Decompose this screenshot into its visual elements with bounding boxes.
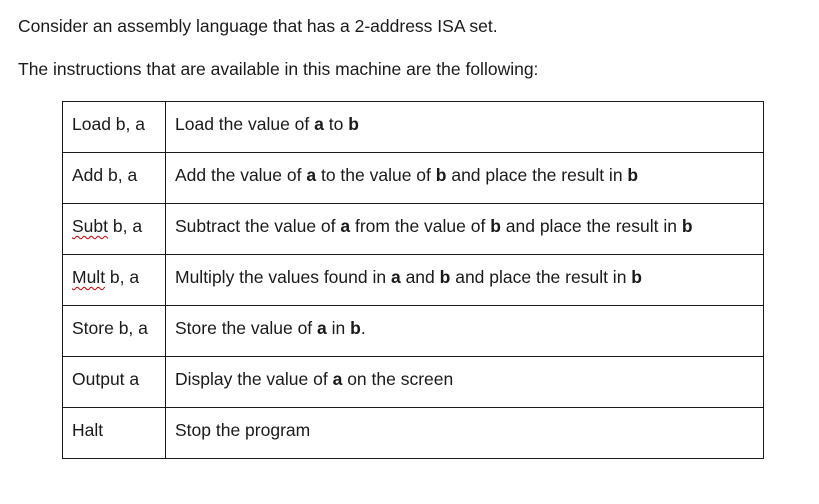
instruction-operands: b, a: [110, 114, 145, 134]
desc-part: Add the value of: [175, 165, 307, 185]
desc-part: .: [360, 318, 366, 338]
description-text: [175, 216, 693, 236]
desc-part: b: [681, 216, 693, 236]
desc-part: b: [348, 114, 359, 134]
description-text: [175, 114, 359, 134]
desc-part: and place the result in: [500, 216, 682, 236]
intro-line-1: Consider an assembly language that has a 2-address ISA set.: [18, 16, 498, 36]
desc-part: in: [326, 318, 351, 338]
description-cell: [166, 357, 764, 408]
instruction-operands: b, a: [103, 165, 138, 185]
table-row: [63, 357, 764, 408]
desc-part: on the screen: [342, 369, 454, 389]
table-row: [63, 255, 764, 306]
desc-part: b: [490, 216, 501, 236]
description-text: [175, 165, 638, 185]
description-cell: [166, 102, 764, 153]
instruction-mnemonic: Load: [72, 114, 111, 134]
desc-part: a: [306, 165, 317, 185]
instruction-cell: [63, 357, 166, 408]
desc-part: to the value of: [316, 165, 436, 185]
desc-part: and place the result in: [446, 165, 628, 185]
description-text: [175, 420, 310, 440]
intro-line-2: The instructions that are available in this machine are the following:: [18, 59, 539, 79]
desc-part: from the value of: [350, 216, 491, 236]
desc-part: Display the value of: [175, 369, 333, 389]
table-row: [63, 102, 764, 153]
instruction-cell: [63, 204, 166, 255]
instruction-mnemonic: Subt: [72, 216, 108, 236]
instruction-operands: a: [124, 369, 140, 389]
instruction-cell: [63, 102, 166, 153]
instruction-cell: [63, 306, 166, 357]
instruction-mnemonic: Add: [72, 165, 104, 185]
desc-part: Subtract the value of: [175, 216, 341, 236]
instruction-operands: b, a: [105, 267, 140, 287]
instruction-table: [62, 101, 764, 459]
table-row: [63, 408, 764, 459]
desc-part: b: [439, 267, 451, 287]
description-text: [175, 369, 453, 389]
desc-part: to: [323, 114, 349, 134]
desc-part: and place the result in: [450, 267, 632, 287]
desc-part: a: [317, 318, 327, 338]
description-cell: [166, 153, 764, 204]
description-cell: [166, 255, 764, 306]
table-row: [63, 204, 764, 255]
instruction-mnemonic: Halt: [72, 420, 104, 440]
desc-part: b: [350, 318, 361, 338]
instruction-mnemonic: Output: [72, 369, 125, 389]
desc-part: b: [627, 165, 639, 185]
instruction-mnemonic: Mult: [72, 267, 106, 287]
desc-part: a: [390, 267, 401, 287]
instruction-cell: [63, 153, 166, 204]
description-cell: [166, 204, 764, 255]
table-row: [63, 306, 764, 357]
description-text: [175, 318, 366, 338]
desc-part: a: [340, 216, 351, 236]
instruction-operands: b, a: [108, 216, 143, 236]
desc-part: a: [314, 114, 324, 134]
desc-part: Stop the program: [175, 420, 311, 440]
desc-part: Load the value of: [175, 114, 315, 134]
instruction-cell: [63, 255, 166, 306]
description-text: [175, 267, 642, 287]
instruction-operands: b, a: [113, 318, 148, 338]
description-cell: [166, 306, 764, 357]
instruction-mnemonic: Store: [72, 318, 114, 338]
description-cell: [166, 408, 764, 459]
desc-part: b: [631, 267, 642, 287]
desc-part: Store the value of: [175, 318, 318, 338]
desc-part: b: [435, 165, 447, 185]
instruction-cell: [63, 408, 166, 459]
table-row: [63, 153, 764, 204]
desc-part: and: [400, 267, 440, 287]
desc-part: Multiply the values found in: [175, 267, 391, 287]
desc-part: a: [332, 369, 343, 389]
